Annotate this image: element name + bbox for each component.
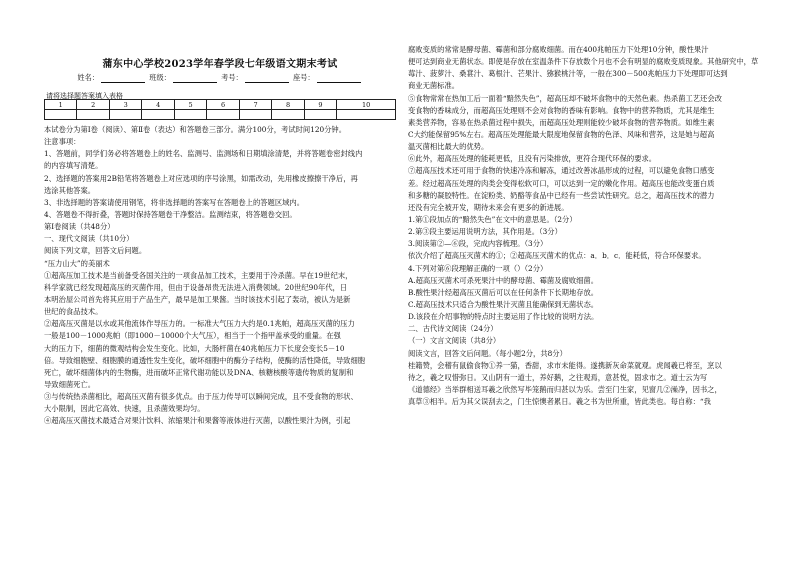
answer-table-answer-row bbox=[45, 110, 396, 120]
text-line: D.该段在介绍事物的特点时主要运用了作比较的说明方法。 bbox=[408, 312, 599, 322]
text-line: 导致细菌死亡。 bbox=[44, 379, 96, 389]
text-line: 本试卷分为第Ⅰ卷（阅读）、第Ⅱ卷（表达）和答题卷三部分。满分100分，考试时间120分钟。 bbox=[44, 125, 347, 134]
text-line: C.超高压技术只适合为酸性果汁灭菌且能确保到无菌状态。 bbox=[408, 299, 599, 309]
text-line: B.酸性果汁经超高压灭菌后可以在任何条件下长期地存放。 bbox=[408, 287, 599, 297]
text-line: 世纪的食品技术。 bbox=[44, 307, 103, 317]
text-line: 4.下列对第⑥段理解正确的一项（）（2分） bbox=[408, 263, 548, 273]
text-line: 《道德经》当举群相送耳羲之欣然写毕笼鹅而归甚以为乐。尝至门生家，见窗几②澡净，因书之， bbox=[408, 384, 722, 394]
answer-table-header-row bbox=[45, 100, 396, 110]
text-line: ⑦超高压技术还可用于食物的快速冷冻和解冻，通过改善冰晶形成的过程，可以避免食物口感变 bbox=[408, 166, 715, 176]
text-line: 商业无菌标准。 bbox=[408, 81, 460, 91]
answer-table-answer-cell[interactable] bbox=[207, 110, 239, 120]
info-field-label: 班级： bbox=[149, 73, 171, 82]
info-field-label: 考号： bbox=[221, 73, 243, 82]
text-line: 本明治屋公司首先将其应用于产品生产，最早是加工果酱。当时该技术引起了轰动，被认为是新 bbox=[44, 294, 351, 304]
answer-table-number-cell: 1 bbox=[45, 100, 77, 110]
answer-table-number-cell: 7 bbox=[239, 100, 271, 110]
text-line: 温灭菌相比最大的优势。 bbox=[408, 142, 489, 152]
left-text-block bbox=[44, 124, 398, 428]
text-line: ③与传统热杀菌相比，超高压灭菌有很多优点。由于压力传导可以瞬间完成，且不受食物的形状、 bbox=[44, 392, 358, 402]
info-field-blank[interactable] bbox=[101, 74, 145, 83]
text-line: 一、现代文阅读（共10分） bbox=[44, 234, 134, 244]
text-line: 1、答题前，同学们务必将答题卷上的姓名、监测号、监测场和日期填涂清楚，并将答题卷密封线内 bbox=[44, 149, 363, 159]
answer-table-answer-cell[interactable] bbox=[304, 110, 336, 120]
answer-table-answer-cell[interactable] bbox=[45, 110, 77, 120]
info-field-label: 座号： bbox=[293, 73, 315, 82]
text-line: 2.第③段主要运用说明方法，其作用是。（3分） bbox=[408, 227, 562, 237]
text-line: “压力山大”的美丽术 bbox=[44, 258, 110, 268]
text-line: ⑥此外，超高压处理的能耗更低，且没有污染排放，更符合现代环保的要求。 bbox=[408, 154, 657, 164]
text-line: （一）文言文阅读（共8分） bbox=[408, 336, 501, 346]
text-line: 真草③相半。后为其父误刮去之，门生惊懊者累日。羲之书为世所重，皆此类也。每自称：“我 bbox=[408, 397, 711, 407]
text-line: 待之，羲之叹惜弥日。又山阴有一道士，养好鹅，之往观焉，意甚悦，固求市之。道士云为写 bbox=[408, 372, 708, 382]
text-line: ④超高压灭菌技术最适合对果汁饮料、浓缩果汁和果酱等液体进行灭菌，以酸性果汁为例，引起 bbox=[44, 416, 351, 426]
text-line: 二、古代诗文阅读（24分） bbox=[408, 324, 498, 334]
text-line: 变食物的香味成分，而超高压处理则不会对食物的香味有影响。食物中的营养物质，尤其是维生 bbox=[408, 105, 715, 115]
text-line: 科学家就已经发现超高压的灭菌作用，但由于设备昂贵无法进入消费领域。20世纪90年代，日 bbox=[44, 282, 348, 292]
text-line: 桂籍赞，会稽有鼠偷食物①养一猫，香甜，求市未能得。遂携新灰命菜就观。虎闻羲已将至，烹以 bbox=[408, 360, 722, 370]
text-line: 第Ⅰ卷阅读（共48分） bbox=[44, 222, 115, 232]
text-line: ②超高压灭菌是以水或其他流体作导压力的。一标准大气压力大约是0.1兆帕，超高压灭菌的压力 bbox=[44, 319, 355, 329]
text-line: 倍。导致细胞壁、细胞膜的通透性发生变化，破坏细胞中的酶分子结构，使酶的活性降低，导致细胞 bbox=[44, 355, 366, 365]
answer-table-answer-cell[interactable] bbox=[174, 110, 206, 120]
text-line: 3、非选择题的答案请使用钢笔，将非选择题的答案写在答题卷上的答题区域内。 bbox=[44, 197, 305, 207]
text-line: 的内容填写清楚。 bbox=[44, 161, 103, 171]
text-line: 死亡，破坏细菌体内的生物酶，进而破坏正常代谢功能以及DNA、核糖核酸等遗传物质的复制和 bbox=[44, 367, 354, 377]
text-line: 3.阅读第②—⑥段，完成内容梳理。（3分） bbox=[408, 239, 548, 249]
info-field-blank[interactable] bbox=[317, 74, 361, 83]
student-info-row bbox=[44, 73, 396, 83]
exam-title: 蒲东中心学校2023学年春学段七年级语文期末考试 bbox=[102, 59, 338, 70]
text-line: 注意事项： bbox=[44, 137, 81, 147]
text-line: 和多糖的凝胶特性。在淀粉类、奶酪等食品中已经有一些尝试性研究。总之，超高压技术的潜力 bbox=[408, 190, 715, 200]
answer-table-answer-cell[interactable] bbox=[142, 110, 174, 120]
text-line: 大的压力下，细菌的微观结构会发生变化。比如，大肠杆菌在40兆帕压力下长度会变长5－10 bbox=[44, 343, 345, 353]
text-line: ⑤食物常常在热加工后一面着“黯然失色”，超高压却不破坏食物中的天然色素。热杀菌工艺还会改 bbox=[408, 93, 722, 103]
text-line: 差。经过超高压处理的肉类会变得松软可口，可以达到一定的嫩化作用。超高压也能改变蛋白质 bbox=[408, 178, 715, 188]
text-line: 大小限制，因此它高效、快速，且杀菌效果均匀。 bbox=[44, 404, 205, 414]
text-line: 4、答题卷不得折叠，答题时保持答题卷干净整洁。监测结束，将答题卷交回。 bbox=[44, 209, 297, 219]
answer-table-number-cell: 8 bbox=[272, 100, 304, 110]
answer-table bbox=[44, 99, 396, 120]
answer-table-hint: 请将选择题答案填入表格 bbox=[46, 92, 123, 100]
info-field-blank[interactable] bbox=[245, 74, 289, 83]
text-line: 还没有完全被开发，期待未来会有更多的新进展。 bbox=[408, 202, 569, 212]
info-field-blank[interactable] bbox=[173, 74, 217, 83]
text-line: ①超高压加工技术是当前备受各国关注的一项食品加工技术，主要用于冷杀菌。早在19世纪末， bbox=[44, 270, 353, 280]
answer-table-number-cell: 5 bbox=[174, 100, 206, 110]
text-line: C大约能保留95%左右。超高压处理能最大限度地保留食物的色泽、风味和营养，这是她与超高 bbox=[408, 129, 715, 139]
text-line: 阅读文言，回答文后问题。（每小题2分，共8分） bbox=[408, 348, 567, 358]
answer-table-number-cell: 2 bbox=[77, 100, 109, 110]
answer-table-number-cell: 3 bbox=[109, 100, 141, 110]
answer-table-number-cell: 6 bbox=[207, 100, 239, 110]
text-line: 一般是100－1000兆帕（即1000－10000个大气压），相当于一个指甲盖承受的重量。在强 bbox=[44, 331, 341, 341]
answer-table-answer-cell[interactable] bbox=[337, 110, 396, 120]
right-text-block bbox=[408, 44, 762, 408]
text-line: 阅读下列文章，回答文后问题。 bbox=[44, 246, 147, 256]
answer-table-number-cell: 10 bbox=[337, 100, 396, 110]
answer-table-answer-cell[interactable] bbox=[77, 110, 109, 120]
text-line: 素类营养物，容易在热杀菌过程中损失，而超高压处理则能较少破坏食物的营养物质。如维生素 bbox=[408, 117, 715, 127]
text-line: A.超高压灭菌术可杀死果汁中的酵母菌、霉菌及腐败细菌。 bbox=[408, 275, 599, 285]
answer-table-answer-cell[interactable] bbox=[272, 110, 304, 120]
answer-table-number-cell: 9 bbox=[304, 100, 336, 110]
text-line: 2、选择题的答案用2B铅笔将答题卷上对应选项的序号涂黑，如需改动，先用橡皮擦擦干净后，再 bbox=[44, 173, 358, 183]
text-line: 腐败变质的常常是酵母菌、霉菌和部分腐败细菌。而在400兆帕压力下处理10分钟，酸性果汁 bbox=[408, 45, 709, 54]
text-line: 选涂其他答案。 bbox=[44, 185, 96, 195]
answer-table-answer-cell[interactable] bbox=[109, 110, 141, 120]
text-line: 莓汁、菠萝汁、桑葚汁、葛根汁、芒果汁、猕猴桃汁等，一般在300－500兆帕压力下处理即可达到 bbox=[408, 69, 728, 79]
answer-table-number-cell: 4 bbox=[142, 100, 174, 110]
text-line: 便可达到商业无菌状态。即使是存放在室温条件下存放数个月也不会有明显的腐败变质现象。其他研究中，草 bbox=[408, 57, 759, 67]
answer-table-answer-cell[interactable] bbox=[239, 110, 271, 120]
text-line: 依次介绍了超高压灭菌术的①；②超高压灭菌术的优点：a．b．c．能耗低，符合环保要求。 bbox=[408, 251, 706, 261]
text-line: 1.第①段加点的“黯然失色”在文中的意思是。（2分） bbox=[408, 214, 577, 224]
info-field-label: 姓名： bbox=[77, 73, 99, 82]
